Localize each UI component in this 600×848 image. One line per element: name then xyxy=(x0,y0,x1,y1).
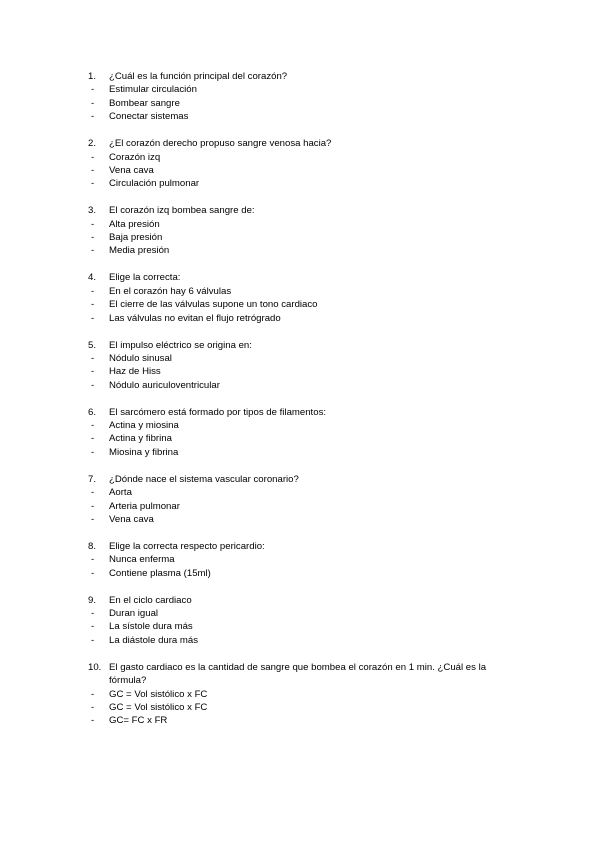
answer-option-text: Contiene plasma (15ml) xyxy=(109,567,211,579)
answer-option xyxy=(88,634,518,647)
question-block xyxy=(88,406,518,460)
question-text: ¿Cuál es la función principal del corazón? xyxy=(109,71,288,82)
answer-option xyxy=(88,714,518,727)
answer-option xyxy=(88,151,518,164)
question-number: 8. xyxy=(88,540,97,552)
answer-option xyxy=(88,607,518,620)
answer-option xyxy=(88,486,518,499)
dash-bullet-icon: - xyxy=(91,701,95,713)
answer-option xyxy=(88,701,518,714)
dash-bullet-icon: - xyxy=(91,567,95,579)
question-header xyxy=(88,540,518,553)
dash-bullet-icon: - xyxy=(91,420,95,432)
dash-bullet-icon: - xyxy=(91,513,95,525)
answer-option xyxy=(88,83,518,96)
question-text: El corazón izq bombea sangre de: xyxy=(109,205,255,217)
question-block xyxy=(88,271,518,325)
answer-option-text: Vena cava xyxy=(109,513,154,525)
answer-option xyxy=(88,177,518,190)
answer-option-text: Actina y miosina xyxy=(109,420,179,432)
answer-option-text: Conectar sistemas xyxy=(109,111,189,123)
answer-option-text: Actina y fibrina xyxy=(109,433,172,445)
answer-option xyxy=(88,218,518,231)
answer-option-text: Nódulo sinusal xyxy=(109,352,172,364)
answer-option xyxy=(88,164,518,177)
answer-option xyxy=(88,419,518,432)
answer-option-text: En el corazón hay 6 válvulas xyxy=(109,285,232,297)
answer-option-text: Miosina y fibrina xyxy=(109,446,179,458)
answer-option-text: GC = Vol sistólico x FC xyxy=(109,688,208,700)
question-block xyxy=(88,339,518,393)
answer-option xyxy=(88,312,518,325)
answer-option-text: Alta presión xyxy=(109,218,160,230)
question-block xyxy=(88,661,518,728)
dash-bullet-icon: - xyxy=(91,97,95,109)
answer-option xyxy=(88,365,518,378)
question-text: Elige la correcta respecto pericardio: xyxy=(109,540,265,552)
dash-bullet-icon: - xyxy=(91,487,95,499)
dash-bullet-icon: - xyxy=(91,299,95,311)
dash-bullet-icon: - xyxy=(91,245,95,257)
answer-option xyxy=(88,285,518,298)
answer-option xyxy=(88,567,518,580)
answer-option-text: Media presión xyxy=(109,245,170,257)
question-header xyxy=(88,70,518,83)
question-number: 9. xyxy=(88,594,97,606)
question-number: 4. xyxy=(88,272,97,284)
answer-option xyxy=(88,513,518,526)
question-list xyxy=(88,70,518,741)
dash-bullet-icon: - xyxy=(91,379,95,391)
dash-bullet-icon: - xyxy=(91,164,95,176)
dash-bullet-icon: - xyxy=(91,634,95,646)
answer-option-text: Las válvulas no evitan el flujo retrógrado xyxy=(109,312,281,324)
dash-bullet-icon: - xyxy=(91,218,95,230)
dash-bullet-icon: - xyxy=(91,232,95,244)
answer-option-text: Nunca enferma xyxy=(109,554,175,566)
question-block xyxy=(88,137,518,191)
answer-option xyxy=(88,500,518,513)
dash-bullet-icon: - xyxy=(91,433,95,445)
answer-option-text: Duran igual xyxy=(109,608,159,619)
dash-bullet-icon: - xyxy=(91,500,95,512)
answer-option xyxy=(88,620,518,633)
answer-option-text: Aorta xyxy=(109,487,132,499)
answer-option-text: Circulación pulmonar xyxy=(109,178,200,190)
answer-option xyxy=(88,97,518,110)
dash-bullet-icon: - xyxy=(91,312,95,324)
dash-bullet-icon: - xyxy=(91,715,95,727)
answer-option-text: Nódulo auriculoventricular xyxy=(109,379,220,391)
dash-bullet-icon: - xyxy=(91,151,95,163)
question-header xyxy=(88,473,518,486)
answer-option-text: El cierre de las válvulas supone un tono cardiaco xyxy=(109,299,318,311)
answer-option-text: GC= FC x FR xyxy=(109,715,168,727)
question-header xyxy=(88,594,518,607)
question-block xyxy=(88,204,518,258)
answer-option-text: GC = Vol sistólico x FC xyxy=(109,701,208,713)
dash-bullet-icon: - xyxy=(91,84,95,96)
dash-bullet-icon: - xyxy=(91,178,95,190)
dash-bullet-icon: - xyxy=(91,621,95,633)
question-header xyxy=(88,271,518,284)
answer-option xyxy=(88,110,518,123)
dash-bullet-icon: - xyxy=(91,446,95,458)
dash-bullet-icon: - xyxy=(91,366,95,378)
answer-option xyxy=(88,688,518,701)
question-block xyxy=(88,70,518,124)
question-header xyxy=(88,406,518,419)
question-text: En el ciclo cardiaco xyxy=(109,594,192,606)
question-text: El sarcómero está formado por tipos de filamentos: xyxy=(109,406,327,418)
question-block xyxy=(88,473,518,527)
question-number: 3. xyxy=(88,205,97,217)
question-number: 7. xyxy=(88,473,97,485)
answer-option-text: Vena cava xyxy=(109,164,154,176)
answer-option-text: Bombear sangre xyxy=(109,97,180,109)
answer-option xyxy=(88,298,518,311)
answer-option xyxy=(88,432,518,445)
question-text: Elige la correcta: xyxy=(109,272,181,284)
answer-option-text: Arteria pulmonar xyxy=(109,500,180,512)
question-block xyxy=(88,540,518,580)
answer-option xyxy=(88,231,518,244)
question-text: El gasto cardiaco es la cantidad de sangre que bombea el corazón en 1 min. ¿Cuál es la fórmula? xyxy=(109,661,487,687)
answer-option-text: Corazón izq xyxy=(109,151,161,163)
answer-option xyxy=(88,352,518,365)
question-number: 5. xyxy=(88,339,97,351)
answer-option-text: Estimular circulación xyxy=(109,84,197,96)
question-text: ¿Dónde nace el sistema vascular coronario? xyxy=(109,473,299,485)
dash-bullet-icon: - xyxy=(91,352,95,364)
answer-option-text: Baja presión xyxy=(109,232,163,244)
answer-option xyxy=(88,379,518,392)
question-header xyxy=(88,204,518,217)
question-number: 6. xyxy=(88,406,97,418)
dash-bullet-icon: - xyxy=(91,111,95,123)
question-block xyxy=(88,594,518,648)
question-header xyxy=(88,137,518,150)
dash-bullet-icon: - xyxy=(91,608,95,619)
question-number: 10. xyxy=(88,661,102,673)
answer-option-text: La sístole dura más xyxy=(109,621,193,633)
dash-bullet-icon: - xyxy=(91,285,95,297)
question-number: 1. xyxy=(88,71,97,82)
answer-option xyxy=(88,446,518,459)
question-number: 2. xyxy=(88,138,97,150)
answer-option xyxy=(88,244,518,257)
answer-option-text: La diástole dura más xyxy=(109,634,199,646)
question-header xyxy=(88,661,518,688)
dash-bullet-icon: - xyxy=(91,688,95,700)
answer-option xyxy=(88,553,518,566)
question-header xyxy=(88,339,518,352)
question-text: ¿El corazón derecho propuso sangre venosa hacia? xyxy=(109,138,332,150)
dash-bullet-icon: - xyxy=(91,554,95,566)
answer-option-text: Haz de Hiss xyxy=(109,366,161,378)
question-text: El impulso eléctrico se origina en: xyxy=(109,339,252,351)
